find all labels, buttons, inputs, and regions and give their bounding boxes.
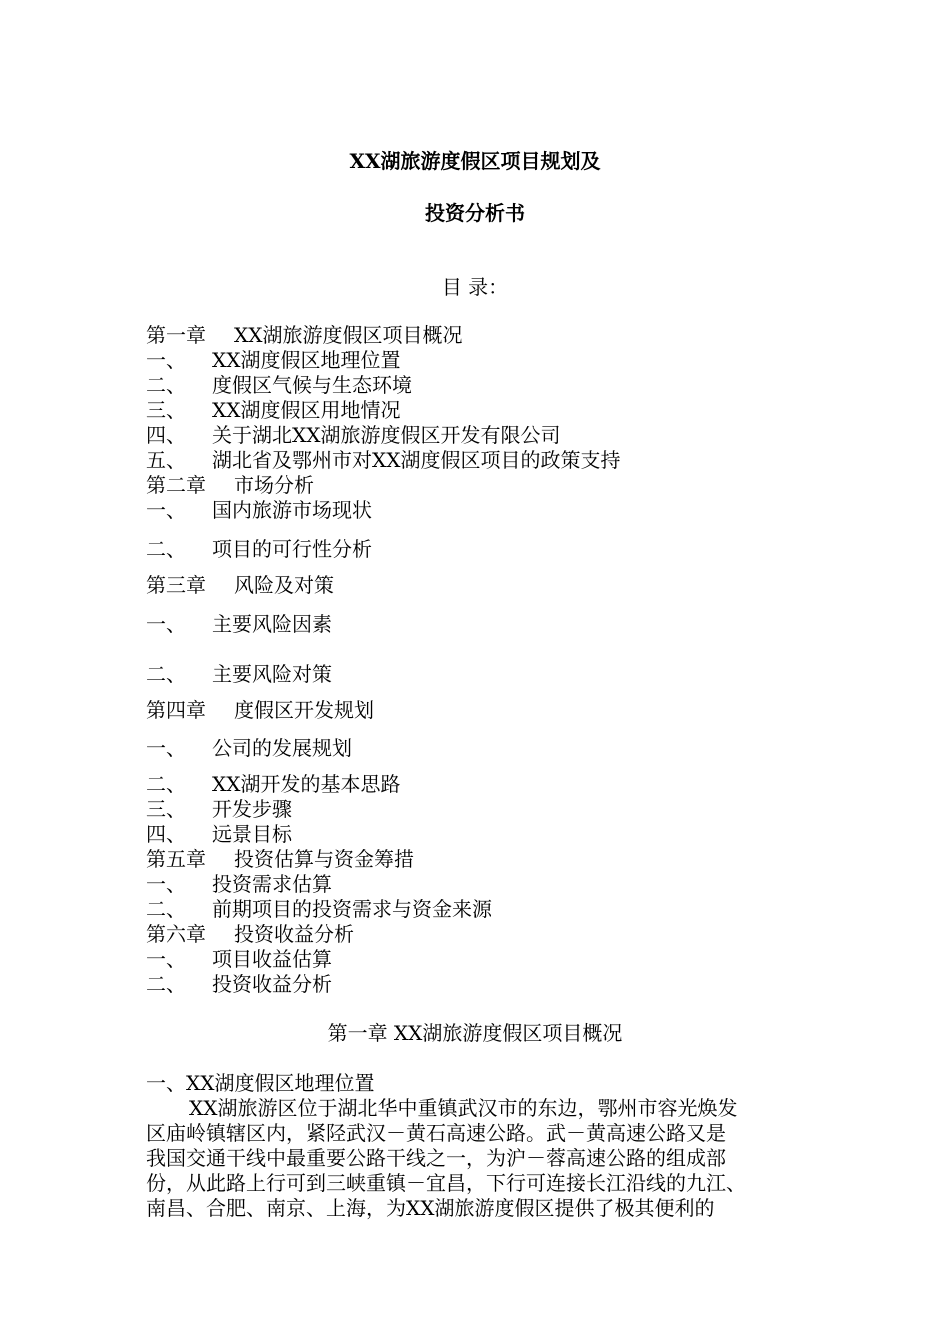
toc-entry-number: 五、 [146,448,186,472]
document-title-line2: 投资分析书 [425,201,525,225]
toc-entry-number: 一、 [146,498,186,522]
toc-entry-text: 度假区气候与生态环境 [212,373,412,397]
toc-entry [146,735,352,761]
toc-entry-text: 公司的发展规划 [212,736,352,760]
toc-entry [146,422,560,448]
toc-entry [146,771,400,797]
toc-entry-text: 项目的可行性分析 [212,537,372,561]
toc-entry-number: 第三章 [146,573,206,597]
toc-entry-number: 二、 [146,373,186,397]
toc-entry [146,971,332,997]
toc-entry-text: 湖北省及鄂州市对XX湖度假区项目的政策支持 [212,448,621,472]
toc-entry-number: 一、 [146,348,186,372]
toc-entry [146,397,400,423]
toc-entry [146,372,412,398]
toc-entry-number: 四、 [146,423,186,447]
toc-entry-text: 主要风险因素 [212,612,332,636]
toc-entry-text: 主要风险对策 [212,662,332,686]
toc-entry-number: 第一章 [146,323,206,347]
paragraph-line: XX湖旅游区位于湖北华中重镇武汉市的东边，鄂州市容光焕发 [189,1096,738,1120]
toc-entry [146,536,372,562]
toc-entry-number: 三、 [146,398,186,422]
toc-entry [146,946,332,972]
paragraph-line: 份，从此路上行可到三峡重镇－宜昌，下行可连接长江沿线的九江、 [146,1171,746,1195]
toc-entry-number: 四、 [146,822,186,846]
toc-entry-number: 一、 [146,872,186,896]
toc-entry-number: 二、 [146,897,186,921]
toc-entry-number: 第六章 [146,922,206,946]
toc-entry-text: 国内旅游市场现状 [212,498,372,522]
toc-entry-text: 投资估算与资金筹措 [234,847,414,871]
paragraph-line: 我国交通干线中最重要公路干线之一，为沪－蓉高速公路的组成部 [146,1146,726,1170]
toc-entry-number: 一、 [146,736,186,760]
toc-entry [146,472,314,498]
toc-entry-text: 风险及对策 [234,573,334,597]
toc-heading: 目 录： [441,275,509,299]
toc-entry [146,896,492,922]
toc-entry-text: 投资需求估算 [212,872,332,896]
toc-entry [146,497,372,523]
toc-entry [146,322,462,348]
toc-entry-text: 前期项目的投资需求与资金来源 [212,897,492,921]
toc-entry [146,921,354,947]
toc-entry-text: 开发步骤 [212,797,292,821]
toc-entry [146,796,292,822]
toc-entry [146,661,332,687]
document-title-line1: XX湖旅游度假区项目规划及 [349,149,601,173]
chapter-title: 第一章 XX湖旅游度假区项目概况 [327,1021,623,1045]
toc-entry-text: 市场分析 [234,473,314,497]
toc-entry-number: 第四章 [146,698,206,722]
toc-entry [146,846,414,872]
toc-entry-number: 二、 [146,772,186,796]
toc-entry [146,447,620,473]
toc-entry-number: 二、 [146,537,186,561]
toc-entry [146,871,332,897]
toc-entry-number: 第五章 [146,847,206,871]
toc-entry [146,572,334,598]
toc-entry-number: 三、 [146,797,186,821]
toc-entry-number: 第二章 [146,473,206,497]
toc-entry-text: 投资收益分析 [234,922,354,946]
toc-entry-text: XX湖度假区用地情况 [212,398,401,422]
toc-entry-number: 二、 [146,662,186,686]
toc-entry-text: 投资收益分析 [212,972,332,996]
toc-entry-text: 项目收益估算 [212,947,332,971]
toc-entry-number: 二、 [146,972,186,996]
toc-entry [146,697,374,723]
toc-entry-text: 远景目标 [212,822,292,846]
toc-entry-text: 度假区开发规划 [234,698,374,722]
section-heading: 一、XX湖度假区地理位置 [146,1071,375,1095]
toc-entry [146,347,400,373]
toc-entry-text: XX湖开发的基本思路 [212,772,401,796]
toc-entry-text: XX湖度假区地理位置 [212,348,401,372]
toc-entry-text: 关于湖北XX湖旅游度假区开发有限公司 [212,423,561,447]
toc-entry-number: 一、 [146,612,186,636]
toc-entry-text: XX湖旅游度假区项目概况 [234,323,463,347]
toc-entry-number: 一、 [146,947,186,971]
toc-entry [146,611,332,637]
paragraph-line: 南昌、合肥、南京、上海，为XX湖旅游度假区提供了极其便利的 [146,1196,715,1220]
paragraph-line: 区庙岭镇辖区内，紧陉武汉－黄石高速公路。武－黄高速公路又是 [146,1121,726,1145]
toc-entry [146,821,292,847]
